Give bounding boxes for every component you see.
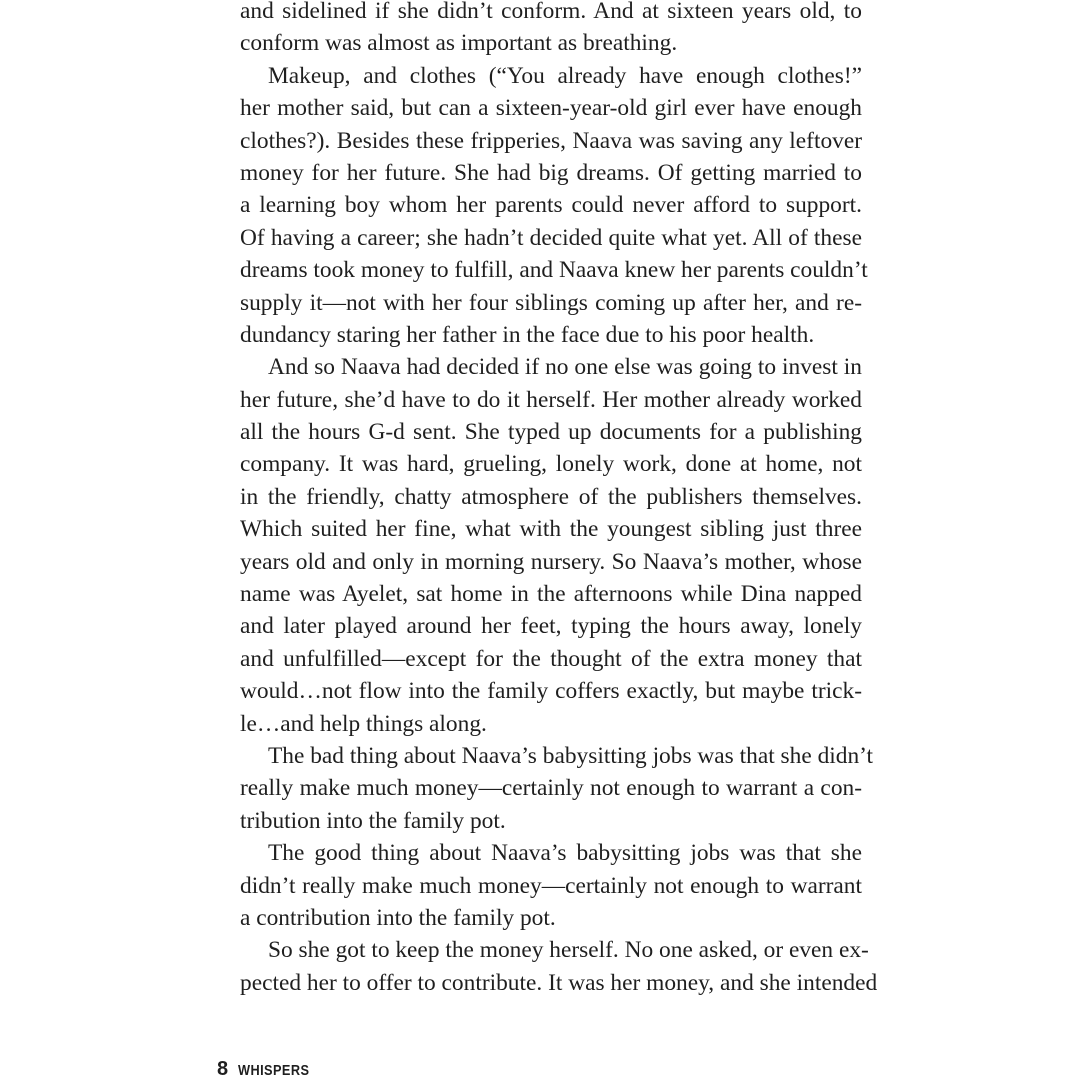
text-line: name was Ayelet, sat home in the afternoons while Dina napped xyxy=(240,581,862,608)
text-line: didn’t really make much money—certainly not enough to warrant xyxy=(240,872,862,899)
page-footer xyxy=(217,1058,322,1081)
text-line: and later played around her feet, typing the hours away, lonely xyxy=(240,613,862,640)
text-line: pected her to offer to contribute. It was her money, and she intended xyxy=(240,969,878,996)
text-line: years old and only in morning nursery. So Naava’s mother, whose xyxy=(240,548,862,575)
text-line: clothes?). Besides these fripperies, Naava was saving any leftover xyxy=(240,127,862,154)
text-line: So she got to keep the money herself. No one asked, or even ex- xyxy=(268,937,869,964)
text-line: dreams took money to fulfill, and Naava knew her parents couldn’t xyxy=(240,257,868,284)
text-line: dundancy staring her father in the face due to his poor health. xyxy=(240,321,815,348)
text-line: would…not flow into the family coffers exactly, but maybe trick- xyxy=(240,678,862,705)
text-line: Of having a career; she hadn’t decided quite what yet. All of these xyxy=(240,224,862,251)
text-line: tribution into the family pot. xyxy=(240,807,506,834)
text-line: The bad thing about Naava’s babysitting jobs was that she didn’t xyxy=(268,742,874,769)
text-line: le…and help things along. xyxy=(240,710,487,737)
text-line: a contribution into the family pot. xyxy=(240,904,556,931)
text-line: and sidelined if she didn’t conform. And at sixteen years old, to xyxy=(240,0,862,24)
text-line: Which suited her fine, what with the youngest sibling just three xyxy=(240,516,862,543)
text-line: her mother said, but can a sixteen-year-old girl ever have enough xyxy=(240,95,862,122)
text-line: a learning boy whom her parents could never afford to support. xyxy=(240,192,862,219)
text-line: money for her future. She had big dreams. Of getting married to xyxy=(240,159,862,186)
running-head: WHISPERS xyxy=(238,1062,310,1079)
text-line: conform was almost as important as breathing. xyxy=(240,30,678,57)
text-line: and unfulfilled—except for the thought of the extra money that xyxy=(240,645,862,672)
text-line: really make much money—certainly not enough to warrant a con- xyxy=(240,775,862,802)
text-line: Makeup, and clothes (“You already have enough clothes!” xyxy=(268,62,862,89)
body-text xyxy=(240,0,878,999)
page-number: 8 xyxy=(217,1058,229,1080)
text-line: her future, she’d have to do it herself. Her mother already worked xyxy=(240,386,862,413)
text-line: And so Naava had decided if no one else was going to invest in xyxy=(268,354,862,381)
text-line: company. It was hard, grueling, lonely work, done at home, not xyxy=(240,451,862,478)
text-line: The good thing about Naava’s babysitting jobs was that she xyxy=(268,840,862,867)
text-line: supply it—not with her four siblings coming up after her, and re- xyxy=(240,289,862,316)
text-line: all the hours G-d sent. She typed up documents for a publishing xyxy=(240,419,862,446)
text-line: in the friendly, chatty atmosphere of the publishers themselves. xyxy=(240,483,862,510)
